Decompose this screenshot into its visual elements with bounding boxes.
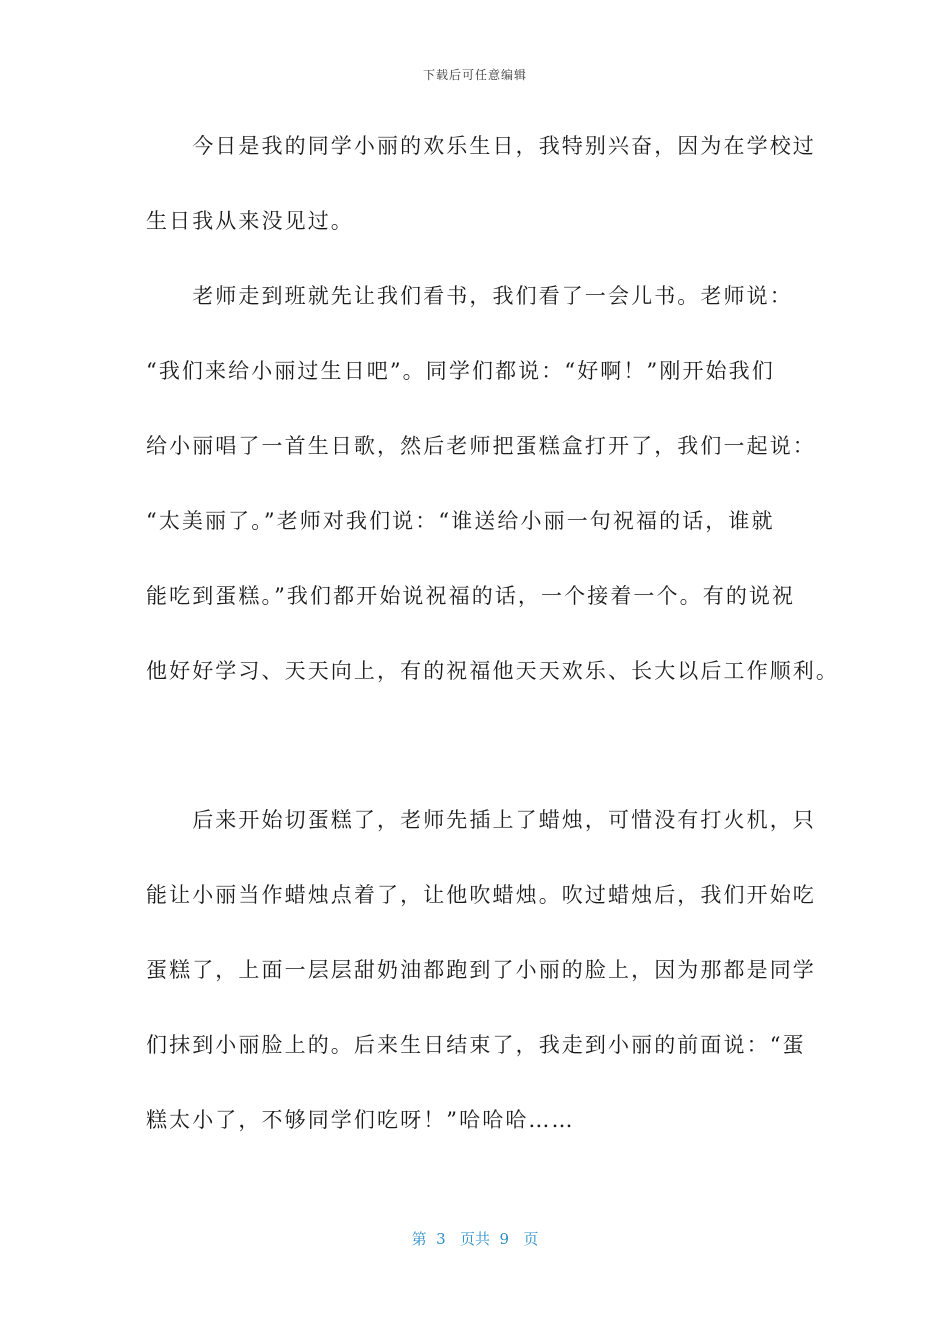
paragraph-2-line-3: 给小丽唱了一首生日歌，然后老师把蛋糕盒打开了，我们一起说：	[146, 434, 816, 458]
paragraph-3-line-2: 能让小丽当作蜡烛点着了，让他吹蜡烛。吹过蜡烛后，我们开始吃	[146, 883, 816, 907]
paragraph-1-line-2: 生日我从来没见过。	[146, 209, 354, 233]
paragraph-3-line-1: 后来开始切蛋糕了，老师先插上了蜡烛，可惜没有打火机，只	[146, 808, 816, 832]
paragraph-3-line-4: 们抹到小丽脸上的。后来生日结束了，我走到小丽的前面说：“蛋	[146, 1033, 806, 1057]
page-number-footer: 第 3 页共 9 页	[411, 1230, 539, 1248]
paragraph-3-line-3: 蛋糕了，上面一层层甜奶油都跑到了小丽的脸上，因为那都是同学	[146, 958, 816, 982]
paragraph-2-line-2: “我们来给小丽过生日吧”。同学们都说：“好啊！”刚开始我们	[146, 359, 775, 383]
paragraph-2-line-6: 他好好学习、天天向上，有的祝福他天天欢乐、长大以后工作顺利。	[146, 659, 839, 683]
paragraph-1-line-1: 今日是我的同学小丽的欢乐生日，我特别兴奋，因为在学校过	[146, 134, 816, 158]
paragraph-2-line-1: 老师走到班就先让我们看书，我们看了一会儿书。老师说：	[146, 284, 793, 308]
page-header: 下载后可任意编辑	[422, 68, 527, 82]
paragraph-3-line-5: 糕太小了，不够同学们吃呀！”哈哈哈……	[146, 1108, 575, 1132]
paragraph-2-line-4: “太美丽了。”老师对我们说：“谁送给小丽一句祝福的话，谁就	[146, 509, 775, 533]
paragraph-2-line-5: 能吃到蛋糕。”我们都开始说祝福的话，一个接着一个。有的说祝	[146, 584, 796, 608]
